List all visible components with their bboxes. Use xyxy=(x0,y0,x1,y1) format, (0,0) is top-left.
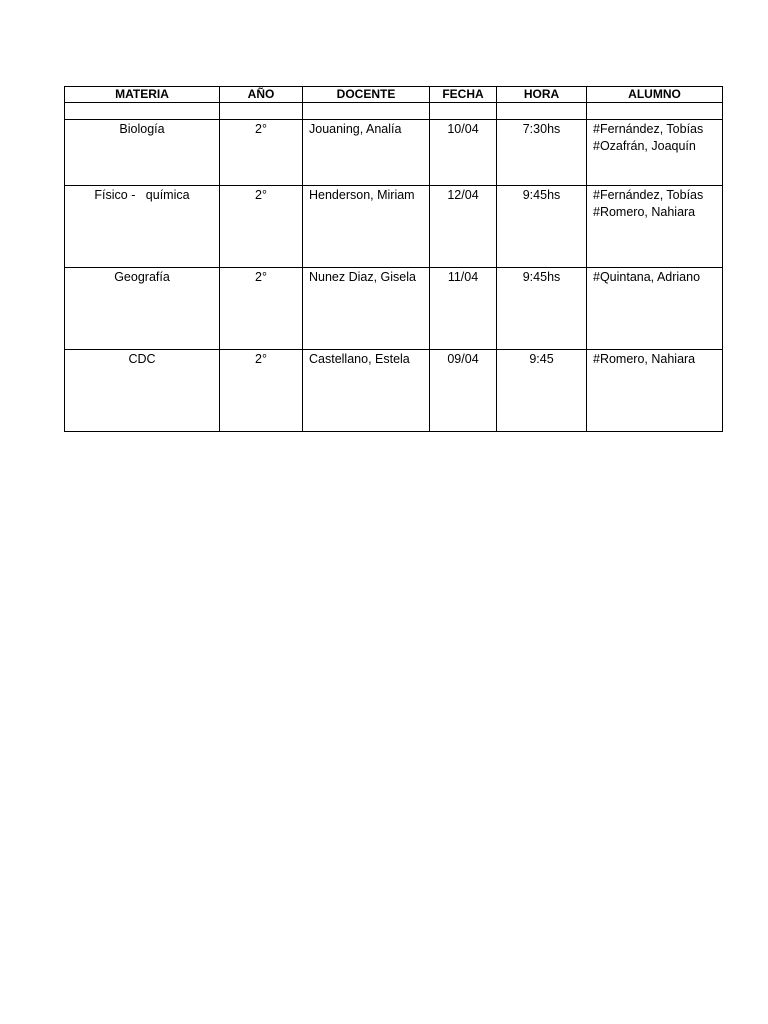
header-anio: AÑO xyxy=(220,87,303,103)
table-row xyxy=(65,186,723,268)
materia-cell xyxy=(65,268,220,350)
docente-text: Castellano, Estela xyxy=(309,352,410,366)
hora-cell xyxy=(497,268,587,350)
empty-cell xyxy=(587,103,723,120)
hora-text: 9:45hs xyxy=(522,270,561,284)
materia-text: Geografía xyxy=(114,270,170,284)
alumno-text: #Romero, Nahiara xyxy=(593,352,696,366)
table-row xyxy=(65,350,723,432)
docente-cell xyxy=(303,120,430,186)
empty-cell xyxy=(430,103,497,120)
anio-text: 2° xyxy=(255,352,267,366)
materia-cell xyxy=(65,350,220,432)
alumno-text: #Fernández, Tobías xyxy=(593,188,704,202)
docente-text: Henderson, Miriam xyxy=(309,188,415,202)
anio-cell xyxy=(220,268,303,350)
alumno-cell xyxy=(587,268,723,350)
fecha-cell xyxy=(430,350,497,432)
hora-cell xyxy=(497,120,587,186)
anio-cell xyxy=(220,120,303,186)
alumno-text: #Romero, Nahiara xyxy=(593,204,696,219)
table-row xyxy=(65,268,723,350)
alumno-cell xyxy=(587,350,723,432)
anio-text: 2° xyxy=(255,122,267,136)
header-alumno: ALUMNO xyxy=(587,87,723,103)
fecha-cell xyxy=(430,186,497,268)
header-fecha: FECHA xyxy=(430,87,497,103)
empty-cell xyxy=(220,103,303,120)
alumno-text: #Quintana, Adriano xyxy=(593,270,701,284)
alumno-text: #Ozafrán, Joaquín xyxy=(593,138,696,153)
empty-cell xyxy=(65,103,220,120)
header-hora: HORA xyxy=(497,87,587,103)
empty-row xyxy=(65,103,723,120)
fecha-text: 11/04 xyxy=(447,270,479,284)
alumno-cell xyxy=(587,186,723,268)
empty-cell xyxy=(303,103,430,120)
table-row xyxy=(65,120,723,186)
fecha-cell xyxy=(430,120,497,186)
materia-text: CDC xyxy=(128,352,156,366)
header-materia: MATERIA xyxy=(65,87,220,103)
hora-text: 9:45hs xyxy=(522,188,561,202)
docente-cell xyxy=(303,268,430,350)
header-docente: DOCENTE xyxy=(303,87,430,103)
anio-text: 2° xyxy=(255,270,267,284)
header-row xyxy=(65,87,723,103)
exam-schedule-sheet xyxy=(64,86,722,432)
alumno-text: #Fernández, Tobías xyxy=(593,122,704,136)
materia-text: Físico - química xyxy=(94,188,190,202)
docente-text: Nunez Diaz, Gisela xyxy=(309,270,416,284)
docente-text: Jouaning, Analía xyxy=(309,122,402,136)
exam-schedule-table xyxy=(64,86,723,432)
materia-cell xyxy=(65,120,220,186)
fecha-text: 12/04 xyxy=(447,188,479,202)
fecha-text: 10/04 xyxy=(447,122,479,136)
hora-text: 9:45 xyxy=(529,352,554,366)
hora-cell xyxy=(497,186,587,268)
materia-cell xyxy=(65,186,220,268)
fecha-cell xyxy=(430,268,497,350)
docente-cell xyxy=(303,186,430,268)
docente-cell xyxy=(303,350,430,432)
anio-text: 2° xyxy=(255,188,267,202)
empty-cell xyxy=(497,103,587,120)
hora-cell xyxy=(497,350,587,432)
anio-cell xyxy=(220,350,303,432)
fecha-text: 09/04 xyxy=(447,352,479,366)
materia-text: Biología xyxy=(119,122,165,136)
alumno-cell xyxy=(587,120,723,186)
hora-text: 7:30hs xyxy=(522,122,561,136)
anio-cell xyxy=(220,186,303,268)
